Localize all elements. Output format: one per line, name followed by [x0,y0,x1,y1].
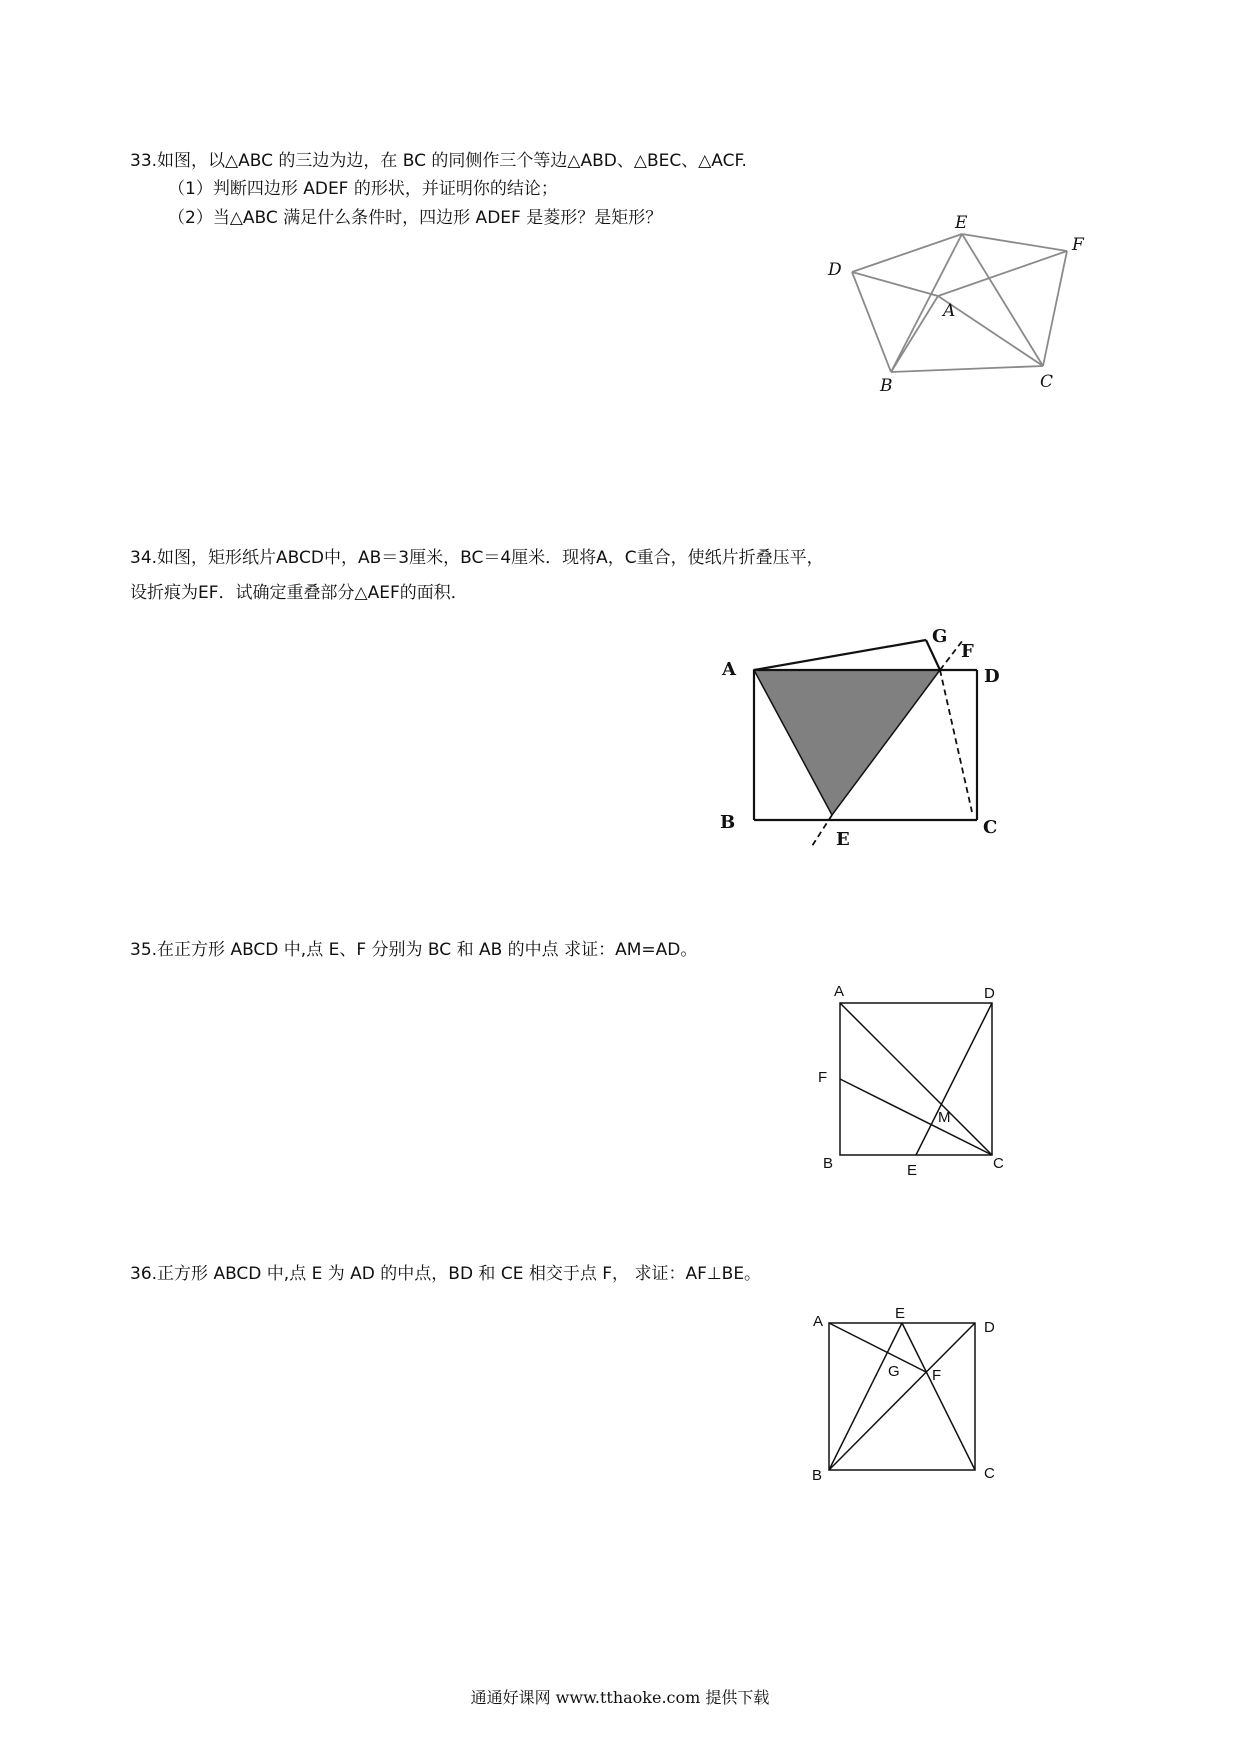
q34-line1: 34.如图，矩形纸片ABCD中，AB＝3厘米，BC＝4厘米．现将A，C重合，使纸片折叠压平， [130,548,824,568]
q36-label-A: A [813,1313,824,1330]
q33-label-D: D [828,260,842,280]
q35-label-A: A [834,983,845,1000]
q36-label-G: G [888,1363,900,1380]
q35-label-C: C [993,1155,1004,1172]
q36-label-F: F [932,1367,942,1384]
q33-label-A: A [943,301,956,321]
q35-label-B: B [823,1155,834,1172]
q34-label-F: F [961,641,974,662]
q33-sub1: （1）判断四边形 ADEF 的形状，并证明你的结论； [168,179,558,199]
q36-figure [805,1300,1005,1500]
q35-label-E: E [907,1162,918,1179]
q34-label-G: G [932,626,948,647]
q35-label-M: M [938,1109,951,1126]
q33-label-E: E [955,213,968,233]
page-footer: 通通好课网 www.tthaoke.com 提供下载 [470,1688,770,1707]
q33-stem: 33.如图，以△ABC 的三边为边，在 BC 的同侧作三个等边△ABD、△BEC、△ACF. [130,151,747,171]
q35-stem: 35.在正方形 ABCD 中,点 E、F 分别为 BC 和 AB 的中点 求证：AM=AD。 [130,940,698,960]
q34-figure [710,625,1000,855]
q34-label-C: C [983,817,998,838]
q35-label-F: F [818,1069,828,1086]
q34-label-B: B [720,812,736,833]
q33-sub2: （2）当△ABC 满足什么条件时，四边形 ADEF 是菱形？是矩形？ [168,208,663,228]
q35-figure [815,978,1015,1188]
q36-label-B: B [812,1467,823,1484]
q36-label-D: D [984,1319,995,1336]
q34-line2: 设折痕为EF．试确定重叠部分△AEF的面积． [130,583,468,603]
q34-label-E: E [836,829,850,850]
q34-label-A: A [722,659,736,680]
q34-overlap-triangle [754,670,940,815]
q35-label-D: D [984,985,995,1002]
q33-figure [815,205,1084,396]
q36-label-C: C [984,1465,995,1482]
q33-label-C: C [1040,372,1054,392]
q36-label-E: E [895,1305,906,1322]
q34-label-D: D [984,666,1000,687]
q36-stem: 36.正方形 ABCD 中,点 E 为 AD 的中点，BD 和 CE 相交于点 F， 求证：AF⊥BE。 [130,1264,762,1284]
q33-label-F: F [1072,235,1084,255]
q33-label-B: B [880,376,893,396]
